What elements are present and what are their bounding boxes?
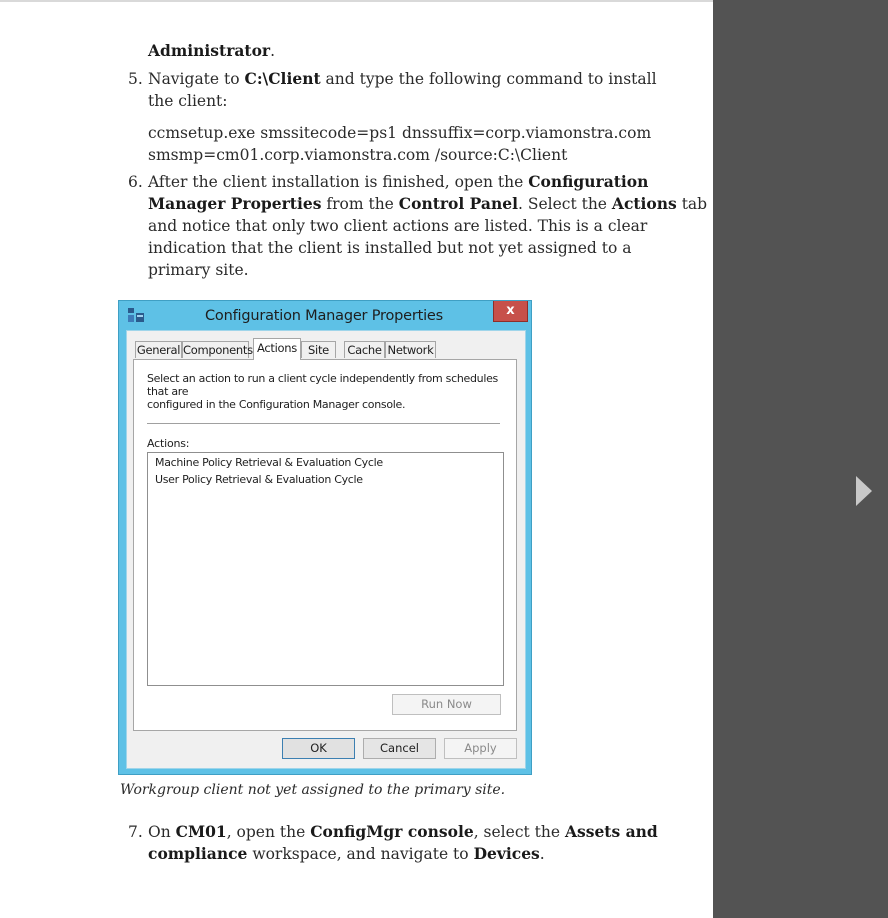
actions-label: Actions: xyxy=(147,437,190,450)
figure-caption: Workgroup client not yet assigned to the primary site. xyxy=(120,782,506,798)
actions-list[interactable] xyxy=(147,452,504,686)
ok-button[interactable]: OK xyxy=(282,738,355,759)
step-5-line-1: Navigate to C:\Client and type the following command to install xyxy=(148,69,657,88)
actions-description: Select an action to run a client cycle independently from schedules that are configured in the Configuration Manager console. xyxy=(147,372,498,411)
separator xyxy=(147,423,500,424)
tab-cache[interactable]: Cache xyxy=(344,341,385,358)
step-7-line-2: compliance workspace, and navigate to Devices. xyxy=(148,844,545,863)
tab-components[interactable]: Components xyxy=(183,343,253,357)
tab-network[interactable]: Network xyxy=(385,341,436,358)
cancel-button[interactable]: Cancel xyxy=(363,738,436,759)
step-5-line-2: the client: xyxy=(148,92,228,110)
close-icon[interactable]: x xyxy=(493,301,528,322)
step-6-line-2: Manager Properties from the Control Panel. Select the Actions tab xyxy=(148,194,708,213)
step-7-line-1: On CM01, open the ConfigMgr console, select the Assets and xyxy=(148,822,658,841)
next-page-arrow-icon[interactable] xyxy=(856,476,872,506)
config-manager-properties-dialog xyxy=(118,300,532,775)
dialog-body xyxy=(126,330,526,769)
step-7-number: 7. xyxy=(128,823,143,841)
dialog-title: Configuration Manager Properties xyxy=(205,308,443,324)
list-item[interactable]: User Policy Retrieval & Evaluation Cycle xyxy=(155,473,363,486)
apply-button[interactable]: Apply xyxy=(444,738,517,759)
command-line-2: smsmp=cm01.corp.viamonstra.com /source:C:\Client xyxy=(148,146,568,164)
run-now-button[interactable]: Run Now xyxy=(392,694,501,715)
tab-general[interactable]: General xyxy=(136,343,181,357)
viewer-sidebar xyxy=(713,0,888,918)
list-item[interactable]: Machine Policy Retrieval & Evaluation Cycle xyxy=(155,456,383,469)
tab-actions[interactable]: Actions xyxy=(253,338,301,360)
tab-site[interactable]: Site xyxy=(301,341,336,358)
administrator-line: Administrator. xyxy=(148,41,276,60)
app-icon xyxy=(127,307,145,323)
step-6-line-5: primary site. xyxy=(148,261,249,279)
step-6-line-3: and notice that only two client actions are listed. This is a clear xyxy=(148,217,648,235)
step-6-line-4: indication that the client is installed but not yet assigned to a xyxy=(148,239,632,257)
command-line-1: ccmsetup.exe smssitecode=ps1 dnssuffix=corp.viamonstra.com xyxy=(148,124,652,142)
actions-tab-panel xyxy=(133,359,517,731)
step-6-number: 6. xyxy=(128,173,143,191)
step-6-line-1: After the client installation is finished, open the Configuration xyxy=(148,172,649,191)
step-5-number: 5. xyxy=(128,70,143,88)
